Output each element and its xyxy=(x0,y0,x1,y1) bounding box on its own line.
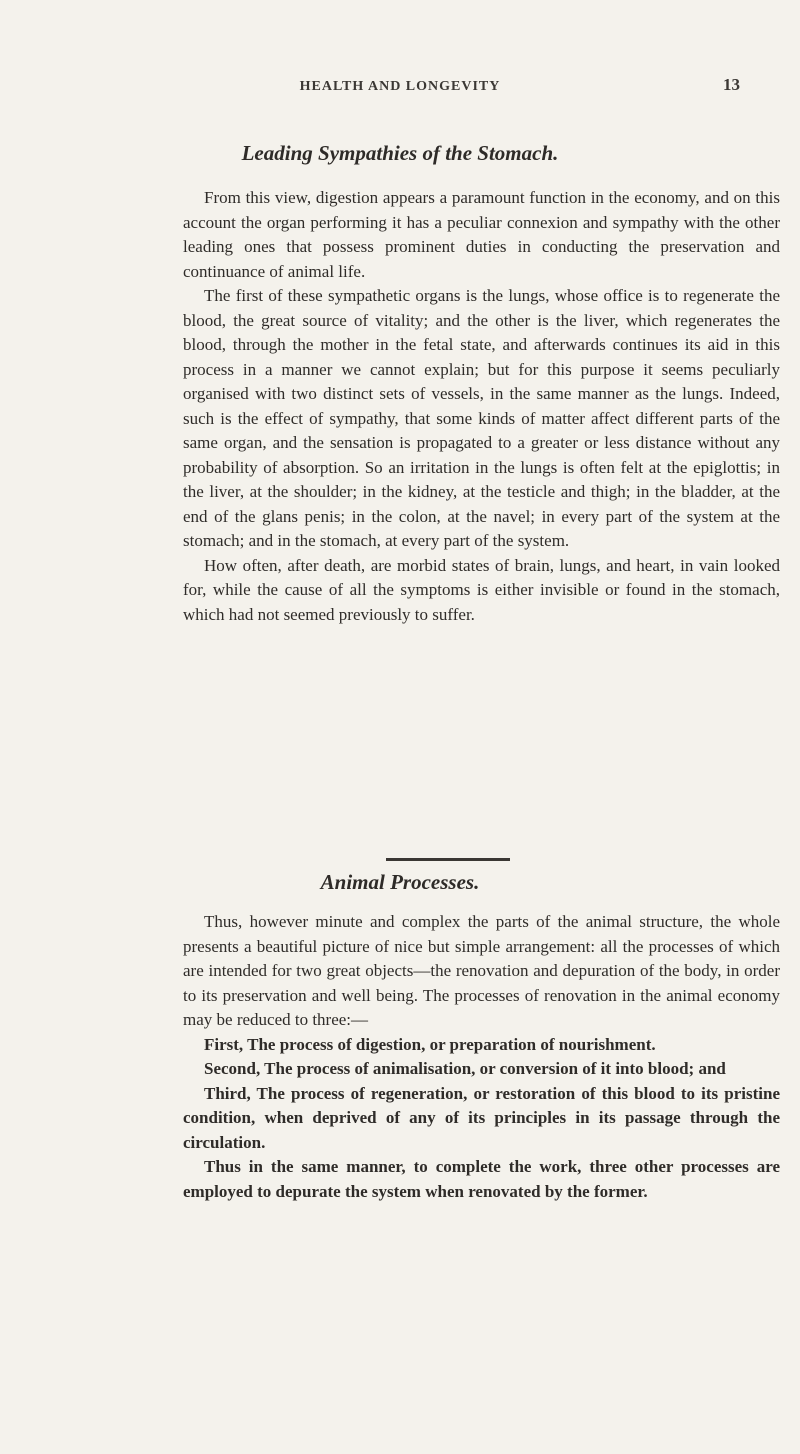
paragraph: First, The process of digestion, or preparation of nourishment. xyxy=(204,1034,656,1054)
section-divider xyxy=(386,858,510,861)
paragraph: Thus, however minute and complex the parts of the animal structure, the whole presents a beautiful picture of nice but simple arrangement: all the processes of which are intended for two great objects—the renovation and depuration of the body, in order to its preservation and well being. The processes of renovation in the animal economy may be reduced to three:— xyxy=(183,912,780,1029)
section-heading-animal-processes: Animal Processes. xyxy=(320,870,480,894)
paragraph: From this view, digestion appears a paramount function in the economy, and on this account the organ performing it has a peculiar connexion and sympathy with the other leading ones that possess prominent duties in conducting the preservation and continuance of animal life. xyxy=(183,188,780,281)
running-head xyxy=(0,75,800,101)
section-body-sympathies xyxy=(183,186,780,627)
paragraph: How often, after death, are morbid states of brain, lungs, and heart, in vain looked for, while the cause of all the symptoms is either invisible or found in the stomach, which had not seemed previously to suffer. xyxy=(183,555,780,624)
paragraph: Third, The process of regeneration, or restoration of this blood to its pristine condition, when deprived of any of its principles in its passage through the circulation. xyxy=(183,1083,780,1152)
paragraph: Thus in the same manner, to complete the work, three other processes are employed to depurate the system when renovated by the former. xyxy=(183,1157,780,1201)
paragraph: The first of these sympathetic organs is the lungs, whose office is to regenerate the blood, the great source of vitality; and the other is the liver, which regenerates the blood, through the mother in the fetal state, and afterwards continues its aid in this process in a manner we cannot explain; but for this purpose it seems peculiarly organised with two distinct sets of vessels, in the same manner as the lungs. Indeed, such is the effect of sympathy, that some kinds of matter affect different parts of the same organ, and the sensation is propagated to a greater or less distance without any probability of absorption. So an irritation in the lungs is often felt at the epiglottis; in the liver, at the shoulder; in the kidney, at the testicle and thigh; in the bladder, at the end of the glans penis; in the colon, at the navel; in every part of the system at the stomach; and in the stomach, at every part of the system. xyxy=(183,286,780,550)
running-title: HEALTH AND LONGEVITY xyxy=(299,79,501,94)
section-heading-sympathies: Leading Sympathies of the Stomach. xyxy=(241,141,559,165)
page-number: 13 xyxy=(723,75,740,94)
section-body-animal-processes xyxy=(183,910,780,1204)
paragraph: Second, The process of animalisation, or conversion of it into blood; and xyxy=(204,1059,726,1078)
